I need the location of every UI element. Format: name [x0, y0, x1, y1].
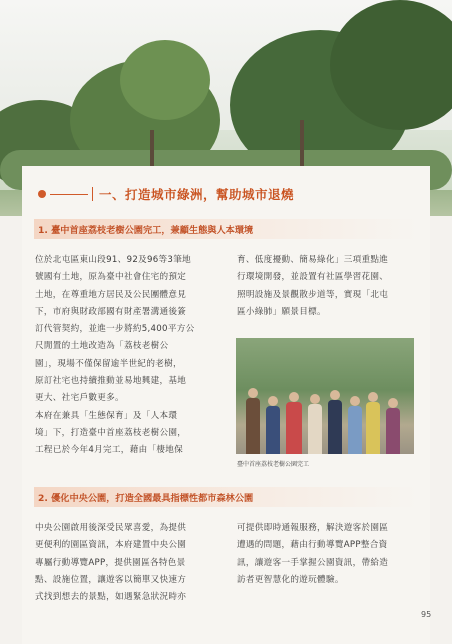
section-title: 一、打造城市綠洲，幫助城市退燒 [99, 187, 295, 202]
text-line: 遭遇的問題，藉由行動導覽APP整合資 [237, 540, 388, 551]
text-line: 土地，在尊重地方居民及公民團體意見 [35, 289, 187, 300]
text-line: 照明設施及景觀散步道等，實現「北屯 [237, 289, 389, 300]
text-line: 工程已於今年4月完工，藉由「棲地保 [35, 445, 184, 456]
paragraph-col-2 [237, 252, 415, 321]
paragraph-col-4 [237, 520, 415, 589]
text-line: 更便利的園區資訊，本府建置中央公園 [35, 540, 187, 551]
text-line: 點、設施位置，讓遊客以簡單又快速方 [35, 574, 187, 585]
subsection-heading-2: 2. 優化中央公園，打造全國最具指標性都市森林公園 [34, 487, 418, 507]
text-line: 原訂社宅也持續推動並易地興建，基地 [35, 376, 187, 387]
text-line: 專屬行動導覽APP，提供園區各特色景 [35, 557, 186, 568]
text-line: 訊，讓遊客一手掌握公園資訊，帶給造 [237, 557, 389, 568]
section-heading [38, 184, 294, 204]
heading-divider [92, 187, 93, 201]
text-line: 式找到想去的景點，如遇緊急狀況時亦 [35, 592, 187, 603]
text-line: 下，市府與財政部國有財產署溝通後簽 [35, 306, 187, 317]
bullet-dot-icon [38, 190, 46, 198]
text-line: 訂代管契約，並進一步將約5,400平方公 [35, 324, 195, 335]
text-line: 境」下，打造臺中首座荔枝老樹公園， [35, 427, 187, 438]
text-line: 尺閒置的土地改造為「荔枝老樹公 [35, 341, 169, 352]
subsection-heading-1: 1. 臺中首座荔枝老樹公園完工，兼顧生態與人本環境 [34, 219, 418, 239]
text-line: 更大、社宅戶數更多。 [35, 393, 124, 404]
text-line: 號國有土地，原為臺中社會住宅的預定 [35, 272, 187, 283]
page-number: 95 [421, 610, 432, 619]
heading-rule [50, 194, 88, 195]
text-line: 區小綠肺」願景目標。 [237, 306, 326, 317]
photo-caption: 臺中首座荔枝老樹公園完工 [237, 461, 310, 468]
paragraph-col-1 [35, 252, 215, 460]
paragraph-col-3 [35, 520, 215, 606]
park-group-photo [236, 338, 414, 454]
text-line: 園」，現場不僅保留逾半世紀的老樹， [35, 358, 182, 369]
text-line: 訪者更智慧化的遊玩體驗。 [237, 574, 344, 585]
text-line: 中央公園啟用後深受民眾喜愛，為提供 [35, 523, 187, 533]
text-line: 可提供即時通報服務，解決遊客於園區 [237, 523, 389, 533]
text-line: 位於北屯區東山段91、92及96等3筆地 [35, 255, 191, 265]
text-line: 育、低度擾動、簡易綠化」三項重點進 [237, 255, 389, 265]
text-line: 行環境開發，並設置有社區學習花園、 [237, 272, 389, 283]
text-line: 本府在兼具「生態保育」及「人本環 [35, 410, 178, 421]
